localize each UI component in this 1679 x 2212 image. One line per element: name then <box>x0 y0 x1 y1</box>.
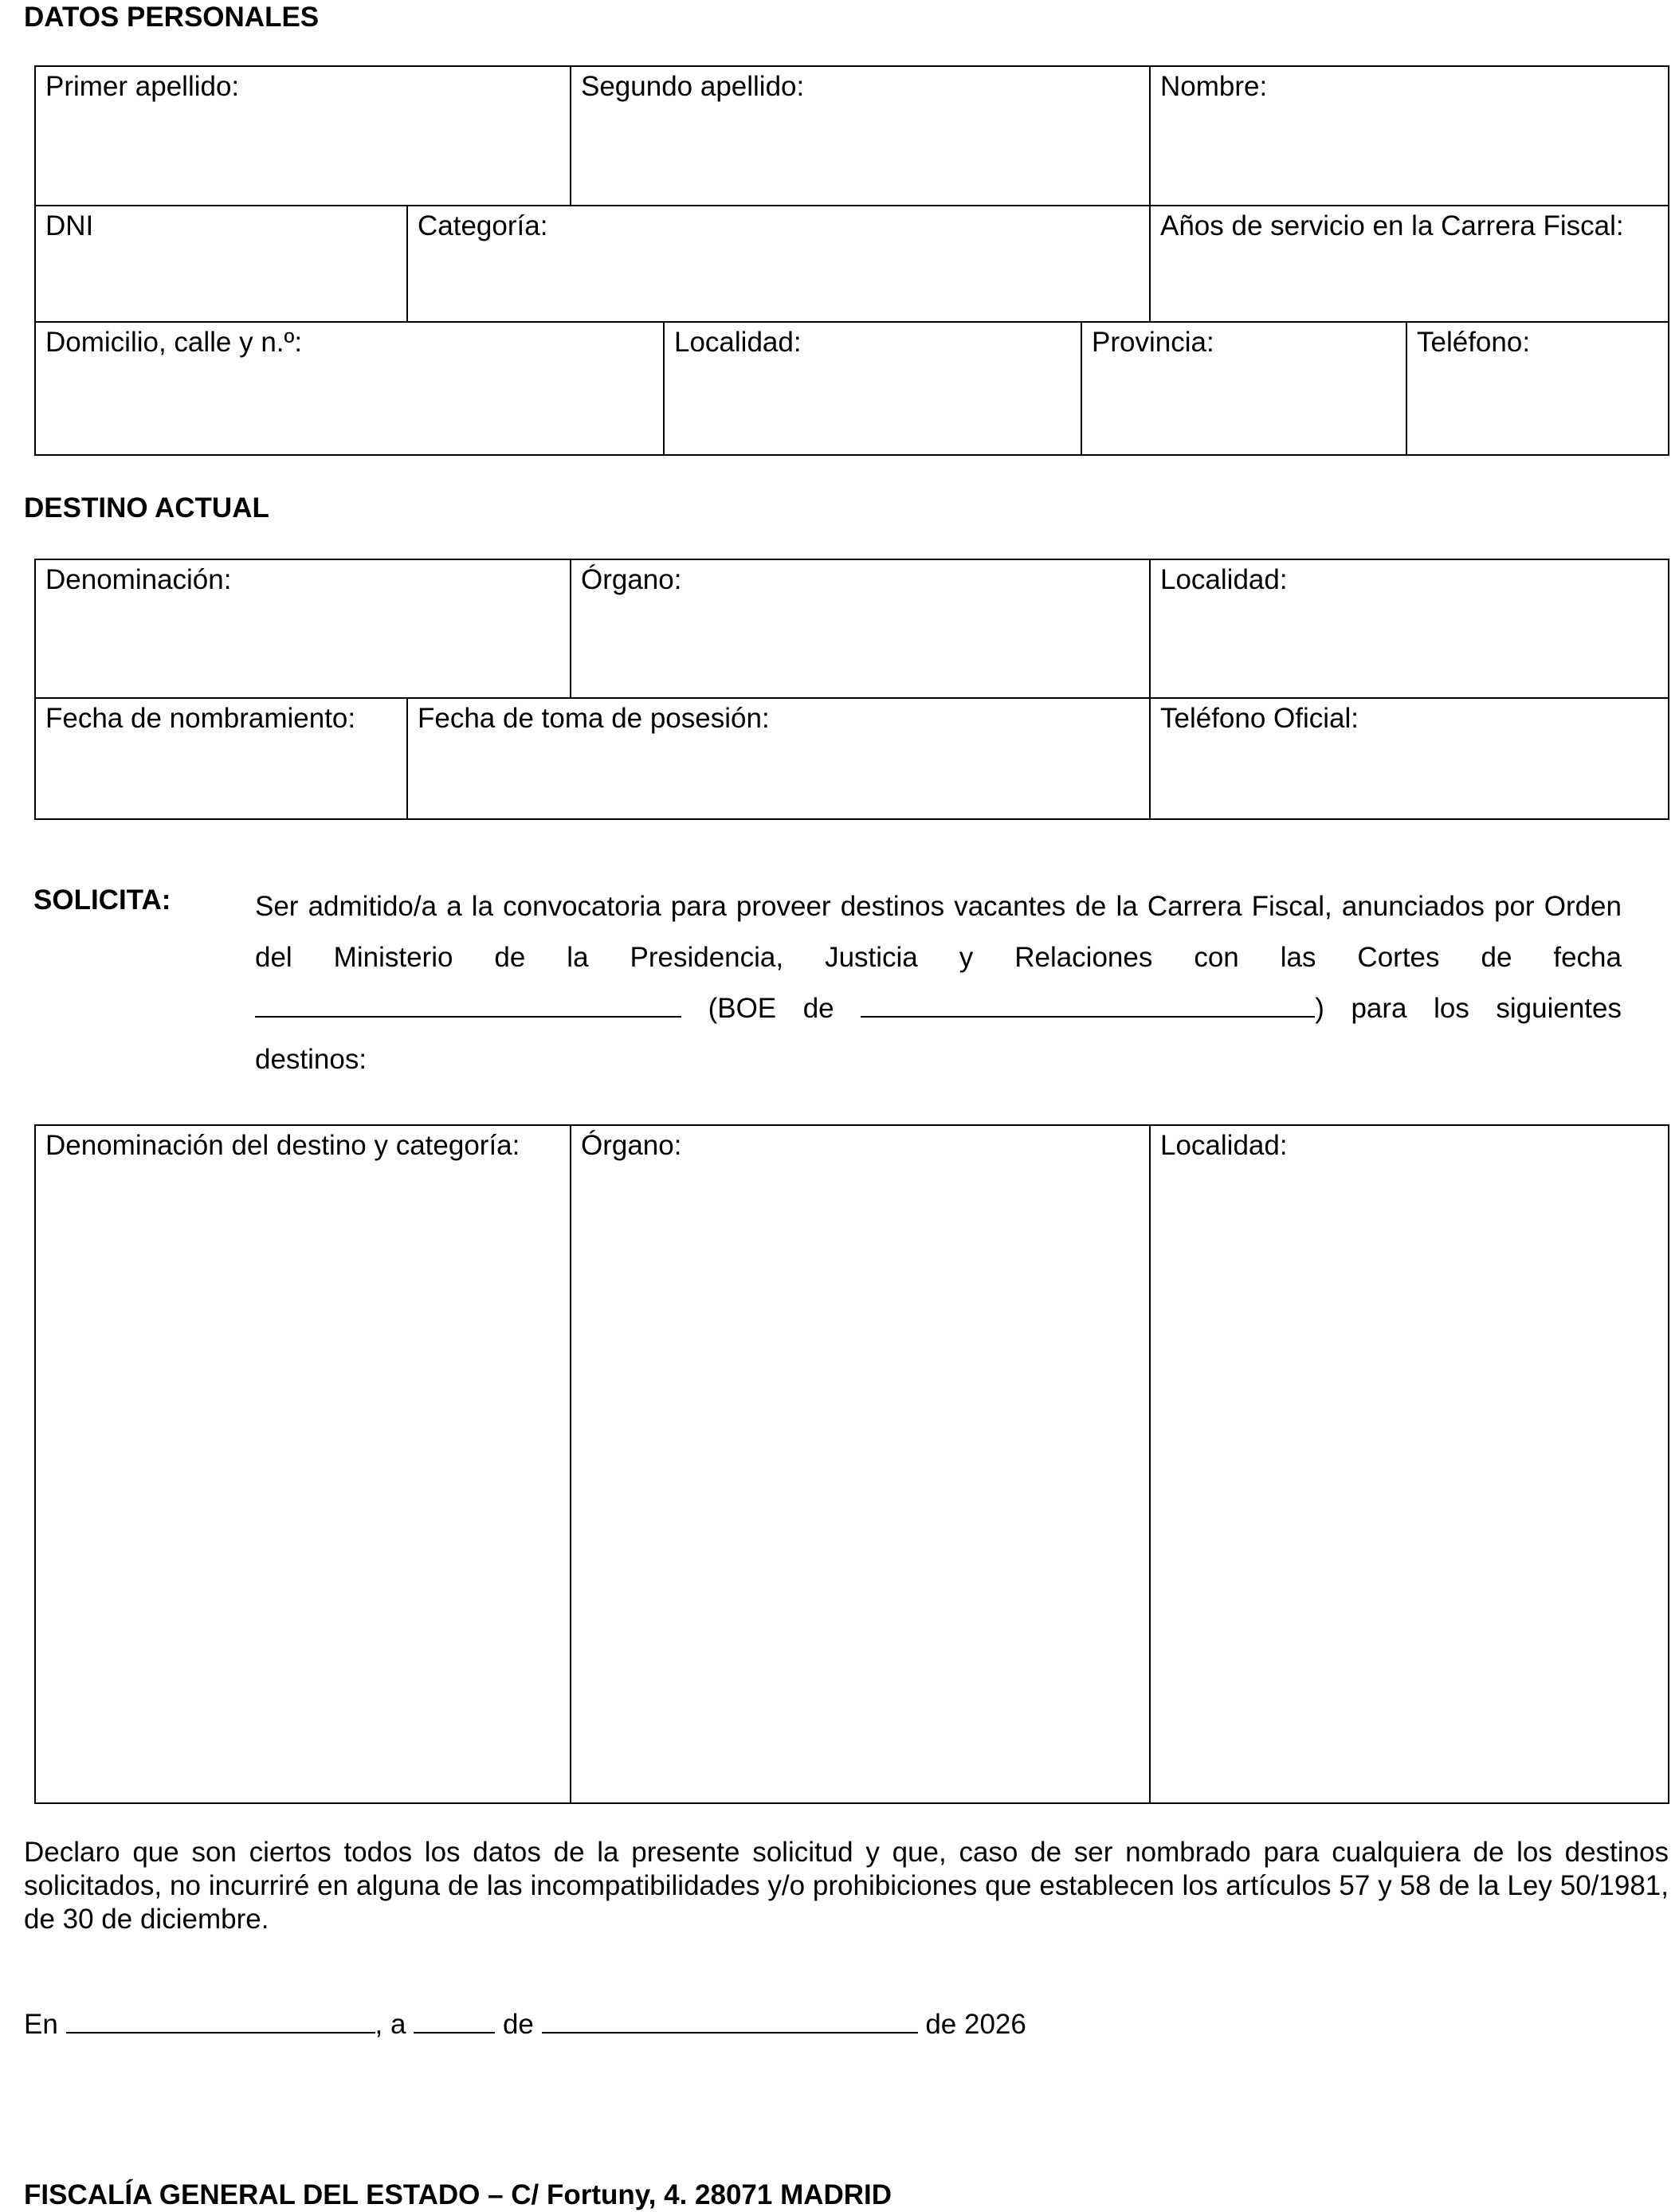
lugar-fecha-line <box>24 2008 1026 2041</box>
field-label: Denominación: <box>45 564 232 595</box>
dia-blank[interactable] <box>414 2011 495 2034</box>
mes-blank[interactable] <box>542 2011 918 2034</box>
solicita-label: SOLICITA: <box>33 884 171 916</box>
lugar-blank[interactable] <box>66 2011 375 2034</box>
field-label: DNI <box>45 210 94 241</box>
declaracion-paragraph: Declaro que son ciertos todos los datos de la presente solicitud y que, caso de ser nombrado para cualquiera de los destinos solicitados, no incurriré en alguna de las incompatibilidades y/o prohibiciones que establecen los artículos 57 y 58 de la Ley 50/1981, de 30 de diciembre. <box>24 1837 1669 1935</box>
denominacion-destino-column[interactable] <box>36 1126 570 1802</box>
field-label: Domicilio, calle y n.º: <box>45 327 303 358</box>
telefono-field[interactable] <box>1406 323 1668 454</box>
fecha-orden-blank[interactable] <box>255 995 681 1018</box>
telefono-oficial-field[interactable] <box>1149 699 1668 818</box>
fecha-posesion-field[interactable] <box>406 699 1149 818</box>
field-label: Categoría: <box>418 210 548 241</box>
footer-address: FISCALÍA GENERAL DEL ESTADO – C/ Fortuny, 4. 28071 MADRID <box>24 2179 892 2210</box>
field-label: Teléfono Oficial: <box>1160 703 1359 734</box>
solicita-text-3: ) para los siguientes destinos: <box>255 993 1622 1075</box>
fecha-boe-blank[interactable] <box>861 995 1315 1018</box>
field-label: Segundo apellido: <box>581 71 805 102</box>
solicita-text-2: (BOE de <box>708 993 834 1024</box>
destinos-solicitados-table <box>34 1124 1669 1804</box>
field-label: Nombre: <box>1160 71 1268 102</box>
column-header: Denominación del destino y categoría: <box>45 1130 520 1161</box>
field-label: Localidad: <box>1160 564 1288 595</box>
year-label: de 2026 <box>925 2009 1026 2040</box>
column-header: Localidad: <box>1160 1130 1288 1161</box>
field-label: Fecha de nombramiento: <box>45 703 356 734</box>
a-label: , a <box>375 2009 406 2040</box>
table-row <box>36 560 1668 697</box>
domicilio-field[interactable] <box>36 323 663 454</box>
field-label: Fecha de toma de posesión: <box>418 703 770 734</box>
organo-field[interactable] <box>570 560 1149 697</box>
table-row <box>36 697 1668 818</box>
field-label: Primer apellido: <box>45 71 240 102</box>
destino-actual-table <box>34 559 1669 820</box>
provincia-field[interactable] <box>1081 323 1406 454</box>
field-label: Provincia: <box>1092 327 1214 358</box>
table-row <box>36 205 1668 321</box>
solicita-paragraph <box>255 881 1622 1085</box>
segundo-apellido-field[interactable] <box>570 67 1149 205</box>
field-label: Teléfono: <box>1417 327 1531 358</box>
organo-destino-column[interactable] <box>570 1126 1149 1802</box>
fecha-nombramiento-field[interactable] <box>36 699 406 818</box>
field-label: Años de servicio en la Carrera Fiscal: <box>1160 210 1624 241</box>
localidad-destino-column[interactable] <box>1149 1126 1668 1802</box>
section-heading-destino-actual: DESTINO ACTUAL <box>24 492 269 524</box>
table-row <box>36 1126 1668 1802</box>
primer-apellido-field[interactable] <box>36 67 570 205</box>
anos-servicio-field[interactable] <box>1149 206 1668 321</box>
table-row <box>36 67 1668 205</box>
nombre-field[interactable] <box>1149 67 1668 205</box>
denominacion-field[interactable] <box>36 560 570 697</box>
en-label: En <box>24 2009 58 2040</box>
section-heading-datos-personales: DATOS PERSONALES <box>24 2 320 33</box>
categoria-field[interactable] <box>406 206 1149 321</box>
de-label: de <box>502 2009 534 2040</box>
localidad-actual-field[interactable] <box>1149 560 1668 697</box>
localidad-field[interactable] <box>663 323 1081 454</box>
field-label: Órgano: <box>581 564 682 595</box>
column-header: Órgano: <box>581 1130 682 1161</box>
field-label: Localidad: <box>674 327 802 358</box>
solicita-text-1: Ser admitido/a a la convocatoria para proveer destinos vacantes de la Carrera Fiscal, anunciados por Orden del Ministerio de la Presidencia, Justicia y Relaciones con las Cortes de fecha <box>255 891 1622 973</box>
datos-personales-table <box>34 65 1669 456</box>
dni-field[interactable] <box>36 206 406 321</box>
table-row <box>36 321 1668 454</box>
